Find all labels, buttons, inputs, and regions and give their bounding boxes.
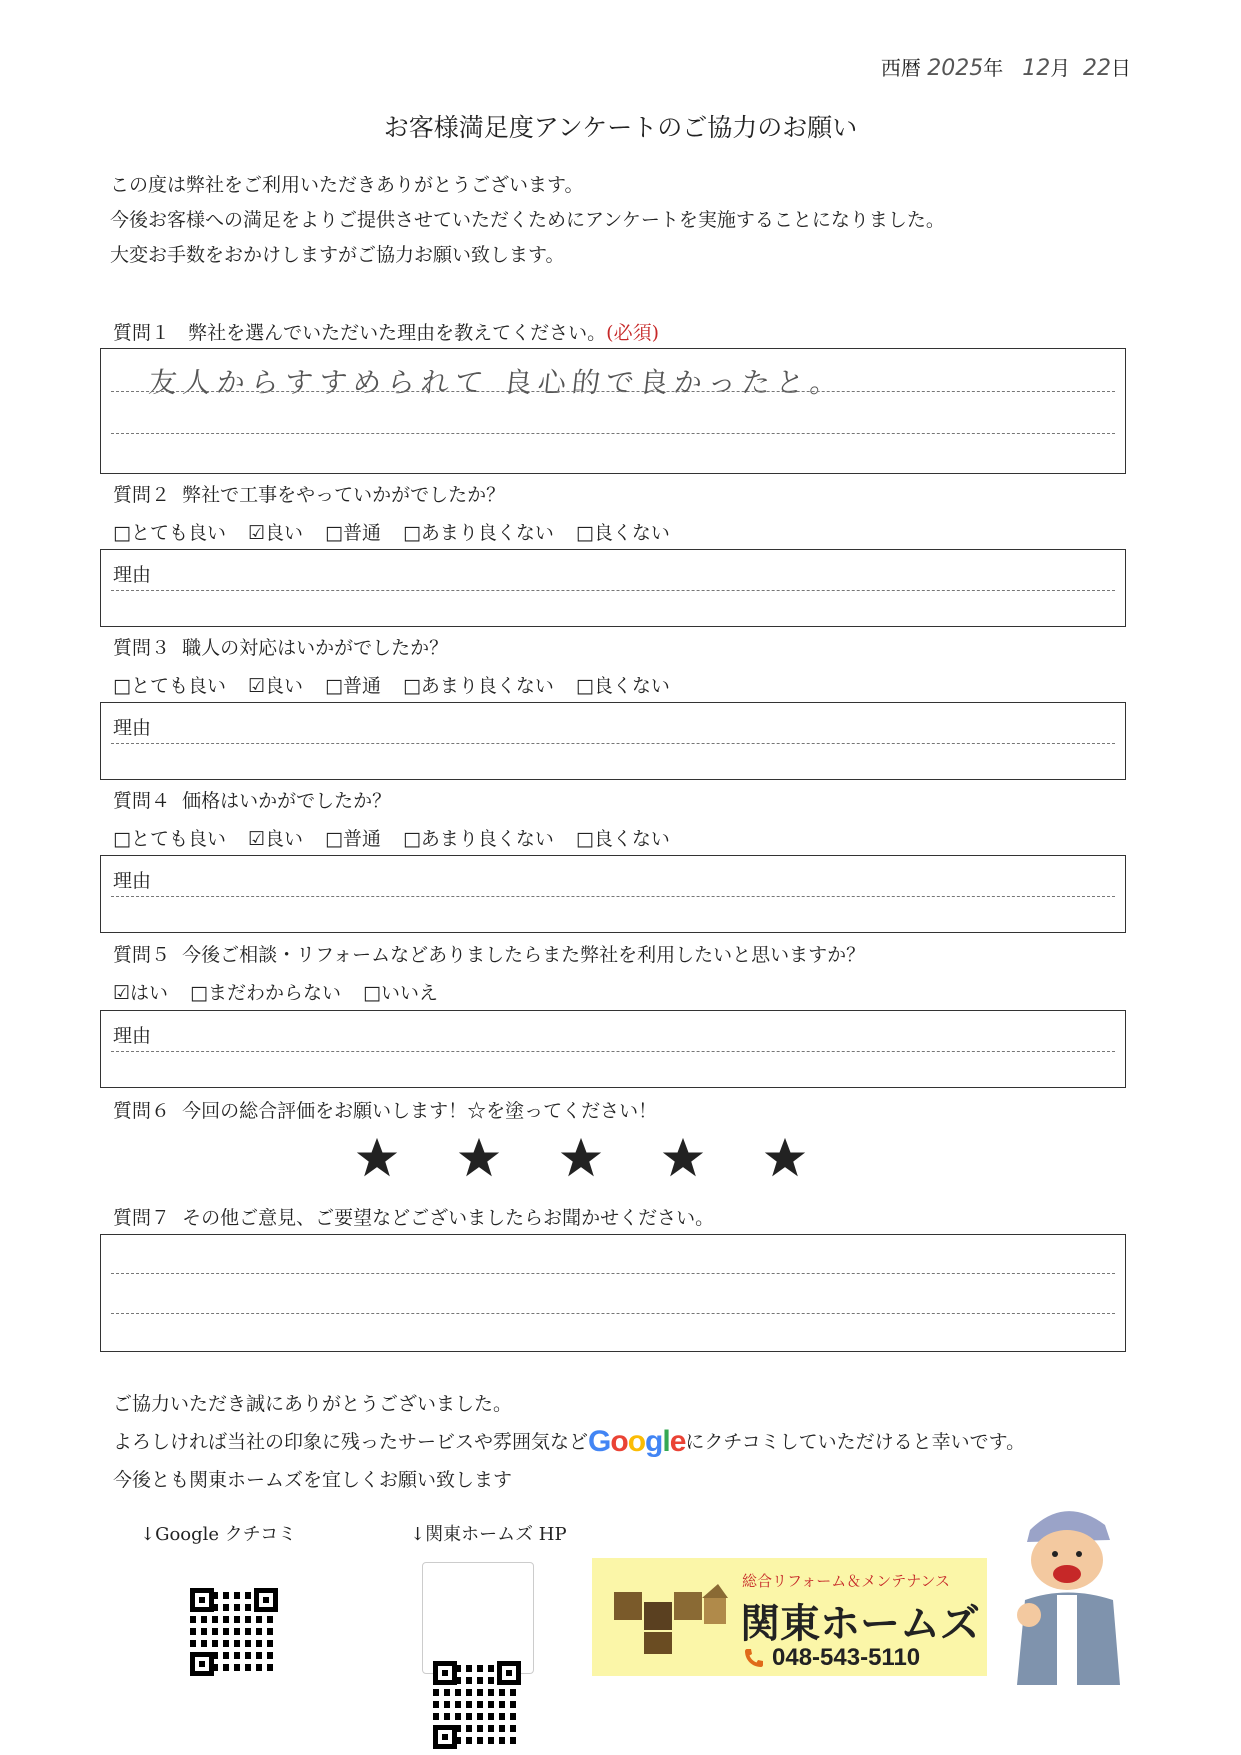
hp-qr-code[interactable] bbox=[433, 1661, 521, 1749]
google-logo: Google bbox=[588, 1425, 686, 1458]
footer-line: 今後とも関東ホームズを宜しくお願い致します bbox=[113, 1469, 513, 1491]
option-checkbox[interactable]: □あまり良くない bbox=[402, 675, 554, 697]
reason-box-4[interactable] bbox=[100, 855, 1126, 933]
option-checkbox[interactable]: □普通 bbox=[325, 675, 381, 697]
question-label: 質問６ bbox=[113, 1100, 171, 1122]
day-unit: 日 bbox=[1111, 56, 1131, 80]
footer-line-part: にクチコミしていただけると幸いです。 bbox=[685, 1431, 1026, 1453]
question-text: その他ご意見、ご要望などございましたらお聞かせください。 bbox=[182, 1207, 715, 1229]
company-name: 関東ホームズ bbox=[740, 1601, 980, 1647]
intro-line: この度は弊社をご利用いただきありがとうございます。 bbox=[110, 174, 584, 196]
company-phone[interactable]: 048-543-5110 bbox=[772, 1644, 921, 1671]
footer-line-part: よろしければ当社の印象に残ったサービスや雰囲気など bbox=[113, 1431, 589, 1453]
star-icon[interactable] bbox=[457, 1136, 501, 1180]
option-checkbox[interactable]: □とても良い bbox=[113, 675, 226, 697]
option-checkbox[interactable]: □普通 bbox=[325, 828, 381, 850]
reason-label: 理由 bbox=[113, 717, 152, 739]
hp-qr-frame bbox=[422, 1562, 534, 1674]
dashed-line bbox=[111, 1313, 1115, 1314]
dashed-line bbox=[111, 391, 1115, 392]
star-icon[interactable] bbox=[355, 1136, 399, 1180]
star-icon[interactable] bbox=[763, 1136, 807, 1180]
question-text: 弊社を選んでいただいた理由を教えてください。 bbox=[188, 322, 607, 344]
options-5 bbox=[113, 978, 460, 1005]
required-marker: (必須) bbox=[606, 322, 659, 344]
dashed-line bbox=[111, 743, 1115, 744]
hp-qr-label: ↓関東ホームズ HP bbox=[410, 1524, 567, 1545]
question-label: 質問４ bbox=[113, 790, 171, 812]
question-1 bbox=[113, 318, 659, 345]
option-checkbox[interactable]: ☑良い bbox=[247, 828, 303, 850]
question-label: 質問５ bbox=[113, 944, 171, 966]
options-3 bbox=[113, 671, 692, 698]
reason-box-3[interactable] bbox=[100, 702, 1126, 780]
dashed-line bbox=[111, 1273, 1115, 1274]
footer-text bbox=[113, 1385, 1025, 1499]
dashed-line bbox=[111, 1051, 1115, 1052]
page-title: お客様満足度アンケートのご協力のお願い bbox=[383, 113, 858, 142]
dashed-line bbox=[111, 590, 1115, 591]
answer-box-1[interactable] bbox=[100, 348, 1126, 474]
intro-text bbox=[110, 168, 945, 273]
option-checkbox[interactable]: ☑良い bbox=[247, 675, 303, 697]
question-label: 質問７ bbox=[113, 1207, 171, 1229]
question-6 bbox=[113, 1096, 657, 1123]
reason-label: 理由 bbox=[113, 870, 152, 892]
option-checkbox[interactable]: □とても良い bbox=[113, 522, 226, 544]
footer-line: ご協力いただき誠にありがとうございました。 bbox=[113, 1393, 513, 1415]
option-checkbox[interactable]: □良くない bbox=[575, 675, 670, 697]
question-text: 今回の総合評価をお願いします！☆を塗ってください！ bbox=[182, 1100, 658, 1122]
date-line bbox=[881, 52, 1131, 81]
reason-label: 理由 bbox=[113, 564, 152, 586]
options-2 bbox=[113, 518, 692, 545]
question-text: 今後ご相談・リフォームなどありましたらまた弊社を利用したいと思いますか？ bbox=[182, 944, 866, 966]
year-unit: 年 bbox=[983, 56, 1004, 80]
month-value: 12 bbox=[1022, 56, 1051, 81]
day-value: 22 bbox=[1083, 56, 1111, 81]
option-checkbox[interactable]: □とても良い bbox=[113, 828, 226, 850]
worker-mascot-icon bbox=[1005, 1490, 1135, 1690]
company-tagline: 総合リフォーム＆メンテナンス bbox=[742, 1572, 951, 1590]
era-label: 西暦 bbox=[880, 56, 921, 80]
question-text: 弊社で工事をやっていかがでしたか？ bbox=[182, 484, 506, 506]
reason-label: 理由 bbox=[113, 1025, 152, 1047]
google-qr-code[interactable] bbox=[190, 1588, 278, 1676]
option-checkbox[interactable]: ☑良い bbox=[247, 522, 303, 544]
option-checkbox[interactable]: □良くない bbox=[575, 522, 670, 544]
star-icon[interactable] bbox=[559, 1136, 603, 1180]
question-text: 価格はいかがでしたか？ bbox=[182, 790, 392, 812]
question-label: 質問３ bbox=[113, 637, 171, 659]
option-checkbox[interactable]: □いいえ bbox=[363, 982, 438, 1004]
house-blocks-icon bbox=[610, 1578, 730, 1658]
year-value: 2025 bbox=[927, 56, 984, 81]
google-qr-label: ↓Google クチコミ bbox=[140, 1524, 297, 1545]
dashed-line bbox=[111, 433, 1115, 434]
star-rating bbox=[355, 1136, 865, 1184]
star-icon[interactable] bbox=[661, 1136, 705, 1180]
question-4 bbox=[113, 786, 391, 813]
question-label: 質問１ bbox=[113, 322, 171, 344]
option-checkbox[interactable]: □普通 bbox=[325, 522, 381, 544]
phone-icon bbox=[742, 1646, 766, 1670]
intro-line: 今後お客様への満足をよりご提供させていただくためにアンケートを実施することになりました。 bbox=[110, 209, 945, 231]
comment-box[interactable] bbox=[100, 1234, 1126, 1352]
footer-line bbox=[113, 1423, 1025, 1461]
month-unit: 月 bbox=[1050, 56, 1071, 80]
option-checkbox[interactable]: ☑はい bbox=[113, 982, 169, 1004]
question-2 bbox=[113, 480, 505, 507]
intro-line: 大変お手数をおかけしますがご協力お願い致します。 bbox=[110, 244, 565, 266]
dashed-line bbox=[111, 896, 1115, 897]
option-checkbox[interactable]: □あまり良くない bbox=[402, 522, 554, 544]
question-text: 職人の対応はいかがでしたか？ bbox=[182, 637, 449, 659]
handwritten-answer: 友人からすすめられて 良心的で良かったと。 bbox=[147, 366, 846, 399]
option-checkbox[interactable]: □まだわからない bbox=[190, 982, 341, 1004]
question-label: 質問２ bbox=[113, 484, 171, 506]
reason-box-5[interactable] bbox=[100, 1010, 1126, 1088]
company-banner bbox=[592, 1558, 987, 1676]
question-3 bbox=[113, 633, 448, 660]
options-4 bbox=[113, 824, 692, 851]
option-checkbox[interactable]: □良くない bbox=[575, 828, 670, 850]
question-7 bbox=[113, 1203, 714, 1230]
option-checkbox[interactable]: □あまり良くない bbox=[402, 828, 554, 850]
question-5 bbox=[113, 940, 865, 967]
reason-box-2[interactable] bbox=[100, 549, 1126, 627]
